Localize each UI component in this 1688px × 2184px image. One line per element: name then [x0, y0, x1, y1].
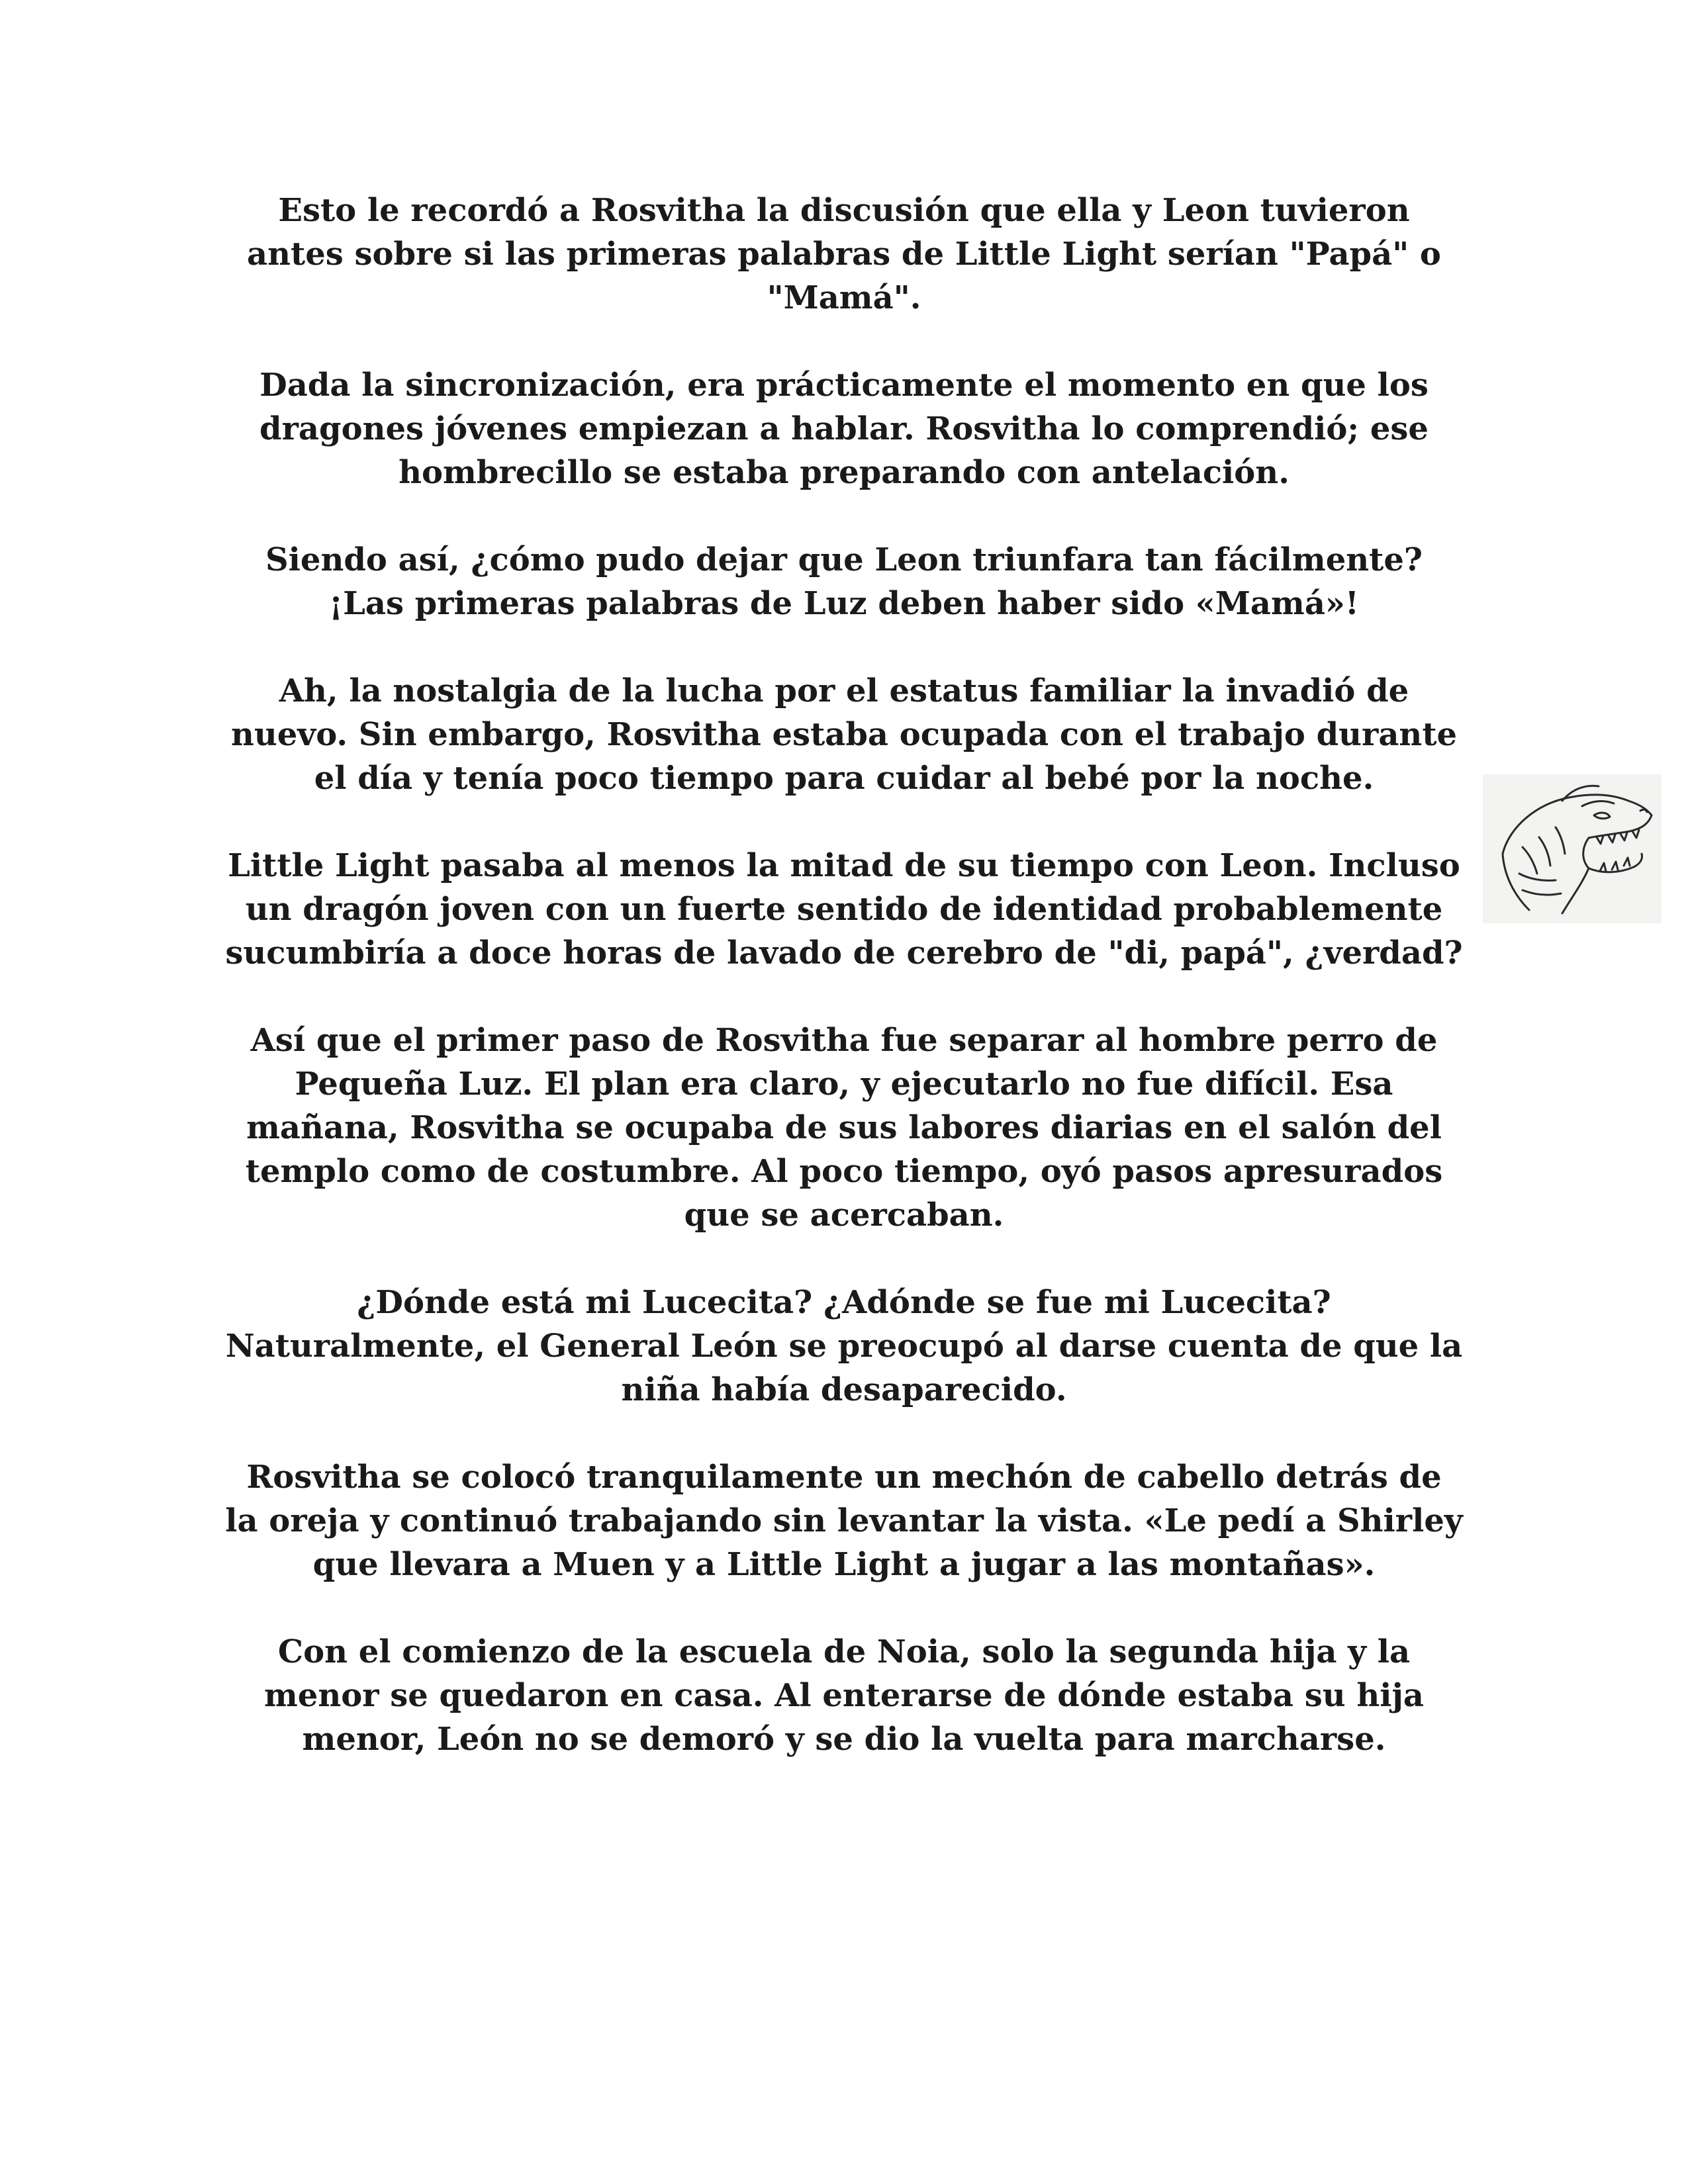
paragraph-2: Dada la sincronización, era prácticamente el momento en que los dragones jóvenes empiezan a hablar. Rosvitha lo comprendió; ese hombrecillo se estaba preparando con antelación.: [259, 367, 1429, 491]
paragraph-9: Con el comienzo de la escuela de Noia, solo la segunda hija y la menor se quedaron en casa. Al enterarse de dónde estaba su hija menor, León no se demoró y se dio la vuelta para marcharse.: [264, 1633, 1424, 1758]
paragraph-7: ¿Dónde está mi Lucecita? ¿Adónde se fue mi Lucecita? Naturalmente, el General León se preocupó al darse cuenta de que la niña había desaparecido.: [225, 1284, 1463, 1408]
paragraph-3: Siendo así, ¿cómo pudo dejar que Leon triunfara tan fácilmente? ¡Las primeras palabras de Luz deben haber sido «Mamá»!: [265, 541, 1423, 622]
paragraph-8: Rosvitha se colocó tranquilamente un mechón de cabello detrás de la oreja y continuó trabajando sin levantar la vista. «Le pedí a Shirley que llevara a Muen y a Little Light a jugar a las montañas».: [225, 1459, 1463, 1583]
dragon-head-sketch-icon: [1483, 774, 1662, 923]
paragraph-6: Así que el primer paso de Rosvitha fue separar al hombre perro de Pequeña Luz. El plan era claro, y ejecutarlo no fue difícil. Esa mañana, Rosvitha se ocupaba de sus labores diarias en el salón del templo como de costumbre. Al poco tiempo, oyó pasos apresurados que se acercaban.: [245, 1022, 1443, 1234]
paragraph-5: Little Light pasaba al menos la mitad de su tiempo con Leon. Incluso un dragón joven con un fuerte sentido de identidad probablemente sucumbiría a doce horas de lavado de cerebro de "di, papá", ¿verdad?: [225, 847, 1463, 972]
body-text: [225, 189, 1463, 1805]
paragraph-4: Ah, la nostalgia de la lucha por el estatus familiar la invadió de nuevo. Sin embargo, Rosvitha estaba ocupada con el trabajo durante el día y tenía poco tiempo para cuidar al bebé por la noche.: [230, 672, 1458, 797]
paragraph-1: Esto le recordó a Rosvitha la discusión que ella y Leon tuvieron antes sobre si las primeras palabras de Little Light serían "Papá" o "Mamá".: [247, 192, 1441, 316]
